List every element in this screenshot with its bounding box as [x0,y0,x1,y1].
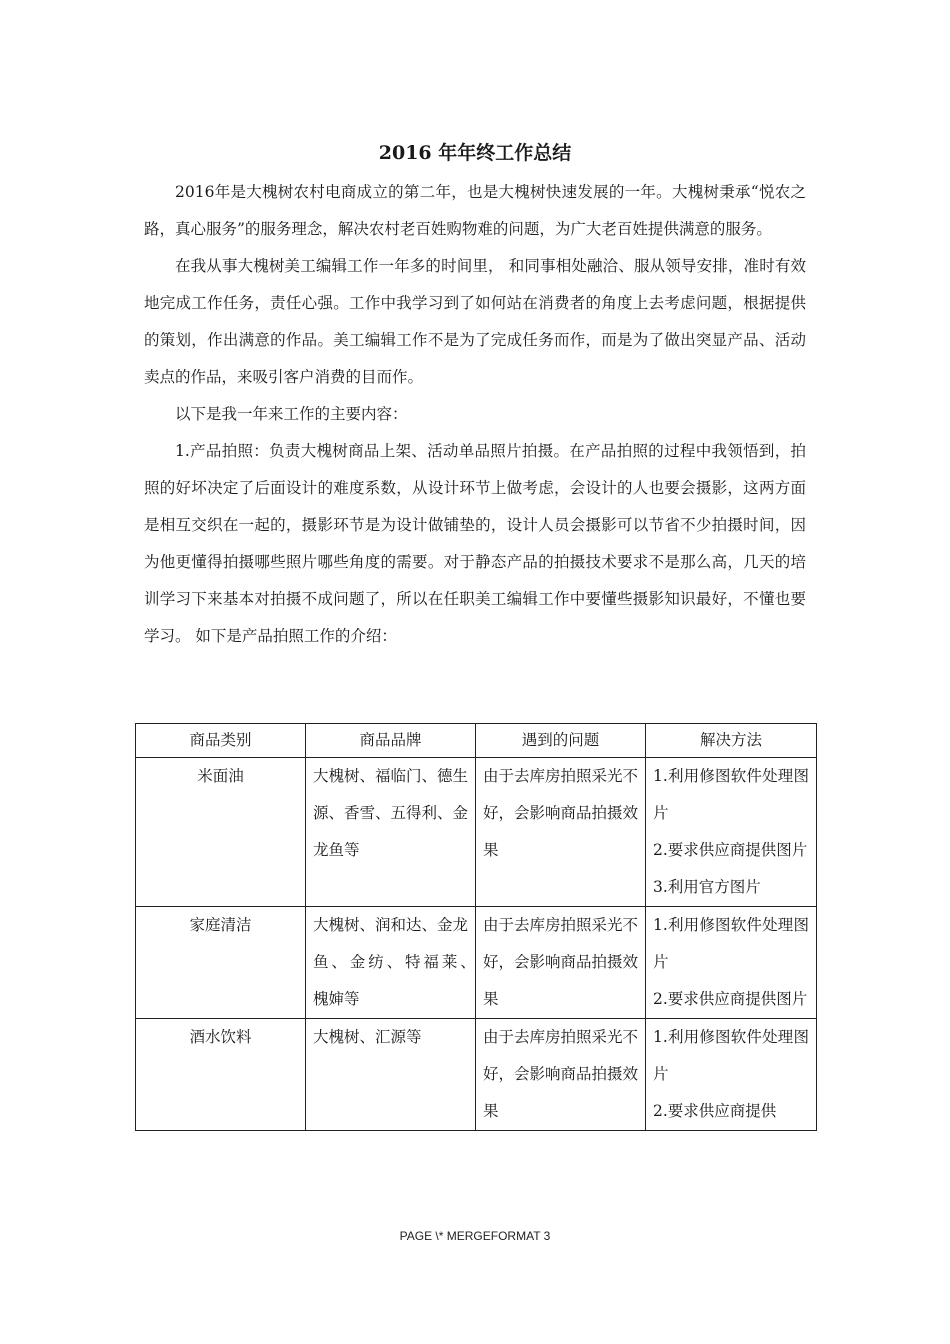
page-footer: PAGE \* MERGEFORMAT 3 [399,1229,551,1243]
header-problem: 遇到的问题 [476,724,646,758]
solution-item: 2.要求供应商提供图片 [653,990,808,1008]
paragraph-intro: 2016年是大槐树农村电商成立的第二年，也是大槐树快速发展的一年。大槐树秉承“悦农之路，真心服务”的服务理念，解决农村老百姓购物难的问题，为广大老百姓提供满意的服务。 [144,183,806,238]
paragraph-list-lead: 以下是我一年来工作的主要内容： [175,405,408,423]
solution-item: 2.要求供应商提供 [653,1102,777,1120]
cell-brands: 大槐树、润和达、金龙鱼、金纺、特福莱、 槐婶等 [306,907,476,1019]
cell-problem: 由于去库房拍照采光不好，会影响商品拍摄效果 [476,1019,646,1131]
document-title: 2016 年年终工作总结 [378,142,572,164]
cell-brands: 大槐树、汇源等 [306,1019,476,1131]
cell-solutions [646,758,817,907]
cell-category: 家庭清洁 [136,907,306,1019]
cell-solutions [646,1019,817,1131]
header-brand: 商品品牌 [306,724,476,758]
header-category: 商品类别 [136,724,306,758]
header-solution: 解决方法 [646,724,817,758]
cell-problem: 由于去库房拍照采光不好，会影响商品拍摄效果 [476,907,646,1019]
solution-item: 3.利用官方图片 [653,878,761,896]
document-body [144,174,806,655]
cell-category: 酒水饮料 [136,1019,306,1131]
solution-item: 1.利用修图软件处理图片 [653,767,809,822]
paragraph-product-photo: 1.产品拍照：负责大槐树商品上架、活动单品照片拍摄。在产品拍照的过程中我领悟到，拍照的好坏决定了后面设计的难度系数，从设计环节上做考虑，会设计的人也要会摄影，这两方面是相互交织在一起的，摄影环节是为设计做铺垫的，设计人员会摄影可以节省不少拍摄时间，因为他更懂得拍摄哪些照片哪些角度的需要。对于静态产品的拍摄技术要求不是那么高，几天的培训学习下来基本对拍摄不成问题了，所以在任职美工编辑工作中要懂些摄影知识最好，不懂也要学习。 如下是产品拍照工作的介绍： [144,442,806,645]
table-row [136,758,817,907]
paragraph-work-attitude: 在我从事大槐树美工编辑工作一年多的时间里， 和同事相处融洽、服从领导安排，准时有效地完成工作任务，责任心强。工作中我学习到了如何站在消费者的角度上去考虑问题，根据提供的策划，作出满意的作品。美工编辑工作不是为了完成任务而作，而是为了做出突显产品、活动卖点的作品，来吸引客户消费的目而作。 [144,257,806,386]
table-header-row [136,724,817,758]
solution-item: 1.利用修图软件处理图片 [653,916,809,971]
cell-category: 米面油 [136,758,306,907]
cell-problem: 由于去库房拍照采光不好，会影响商品拍摄效果 [476,758,646,907]
table-row [136,907,817,1019]
cell-brands: 大槐树、福临门、德生源、香雪、五得利、金龙鱼等 [306,758,476,907]
cell-solutions [646,907,817,1019]
table-row [136,1019,817,1131]
solution-item: 2.要求供应商提供图片 [653,841,808,859]
solution-item: 1.利用修图软件处理图片 [653,1028,809,1083]
product-photo-table [135,723,817,1131]
